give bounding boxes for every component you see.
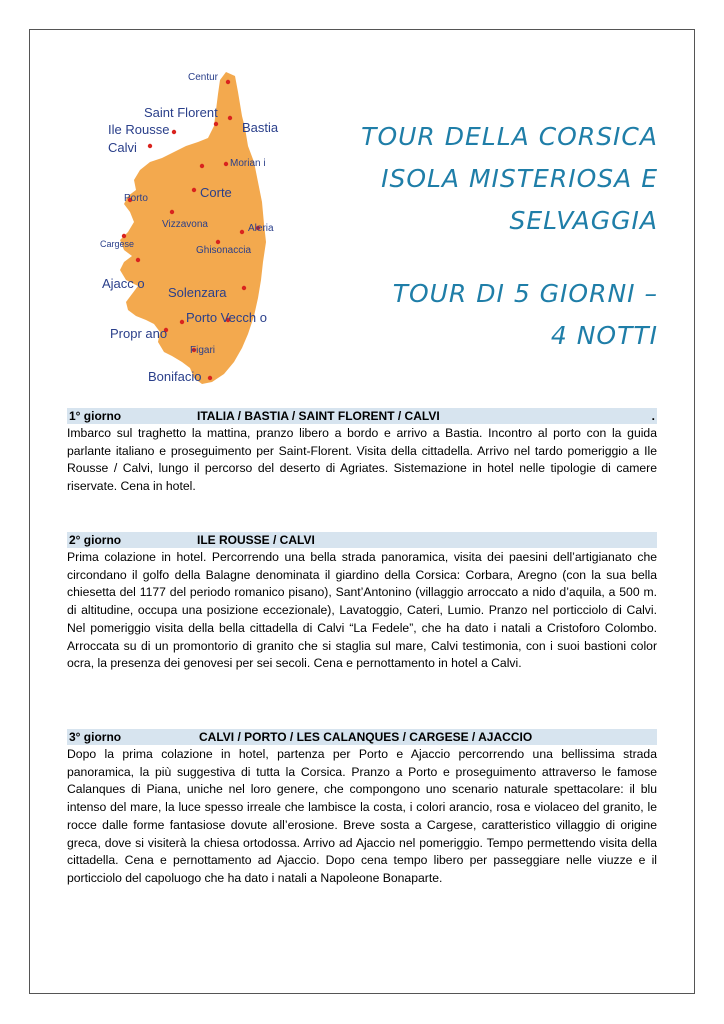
town-label-cargese: Cargese <box>100 239 135 249</box>
town-label-corte: Corte <box>200 185 232 200</box>
town-label-aleria: Aleria <box>248 223 274 234</box>
title-line-2: ISOLA MISTERIOSA E <box>381 164 658 193</box>
day-description: Imbarco sul traghetto la mattina, pranzo libero a bordo e arrivo a Bastia. Incontro al porto con la guida parlante italiano e proseguimento per Saint-Florent. Visita della cittadella. Arrivo nel tardo pomeriggio a Ile Rousse / Calvi, lungo il percorso del deserto di Agriates. Sistemazione in hotel nelle tipologie di camere riservate. Cena in hotel. <box>67 426 657 494</box>
day-route: ILE ROUSSE / CALVI <box>197 533 315 547</box>
day-header-3 <box>67 729 657 745</box>
title-line-1: TOUR DELLA CORSICA <box>361 122 658 151</box>
town-label-ghisonaccia: Ghisonaccia <box>196 245 252 256</box>
town-label-saint-florent: Saint Florent <box>144 105 218 120</box>
day-description: Dopo la prima colazione in hotel, partenza per Porto e Ajaccio percorrendo una bellissima strada panoramica, la più suggestiva di tutta la Corsica. Pranzo a Porto e proseguimento attraverso le famose Calanques di Piana, uniche nel loro genere, che compongono uno scenario naturale spettacolare: il blu intenso del mare, la luce spesso irreale che lambisce la costa, i colori arancio, rosa e violaceo del granito, le rocce dalle forme fantasiose dovute all’erosione. Breve sosta a Cargese, caratteristico villaggio di origine greca, dove si visiterà la chiesa ortodossa. Arrivo ad Ajaccio nel pomeriggio. Tempo permettendo visita della cittadella. Cena e pernottamento ad Ajaccio. Dopo cena tempo libero per passeggiare nelle viuzze e il porticciolo del capoluogo che ha dato i natali a Napoleone Bonaparte. <box>67 747 657 885</box>
town-label-calvi: Calvi <box>108 140 137 155</box>
town-label-bonifacio: Bonifacio <box>148 369 202 384</box>
title-line-5: 4 NOTTI <box>550 321 658 350</box>
town-label-porto-vecchio: Porto Vecch o <box>186 310 267 325</box>
town-label-figari: Figari <box>190 345 216 356</box>
day-header-trailing: . <box>651 409 655 423</box>
title-line-3: SELVAGGIA <box>509 206 658 235</box>
corsica-map <box>98 66 288 386</box>
town-label-propriano: Propr ano <box>110 326 168 341</box>
title-gap <box>298 242 658 273</box>
day-description: Prima colazione in hotel. Percorrendo una bella strada panoramica, visita dei paesini dell’artigianato che circondano il golfo della Balagne denominata il giardino della Corsica: Corbara, Aregno (con la sua bella chiesetta del 1177 del periodo romanico pisano), Sant’Antonino (villaggio arroccato a nido d’aquila, a 500 m. di altitudine, occupa una posizione eccezionale), Lavatoggio, Cateri, Lumio. Pranzo nel porticciolo di Calvi. Nel pomeriggio visita della bella cittadella di Calvi “La Fedele”, che ha dato i natali a Cristoforo Colombo. Arroccata su di un promontorio di granito che si staglia sul mare, Calvi testimonia, con i suoi bastioni color ocra, la presenza dei genovesi per sei secoli. Cena e pernottamento in hotel a Calvi. <box>67 550 657 671</box>
day-number: 1° giorno <box>69 409 122 423</box>
tour-title <box>298 116 658 357</box>
day-route: CALVI / PORTO / LES CALANQUES / CARGESE / AJACCIO <box>199 730 533 744</box>
town-label-moriani: Morian i <box>230 158 266 169</box>
town-label-solenzara: Solenzara <box>168 285 227 300</box>
day-section-1 <box>67 408 657 496</box>
town-label-ile-rousse: Ile Rousse <box>108 122 170 137</box>
town-label-vizzavona: Vizzavona <box>162 219 208 230</box>
day-number: 3° giorno <box>69 730 122 744</box>
town-label-centuri: Centur <box>188 72 219 83</box>
day-header-1 <box>67 408 657 424</box>
day-route: ITALIA / BASTIA / SAINT FLORENT / CALVI <box>197 409 440 423</box>
day-section-2 <box>67 532 657 673</box>
day-number: 2° giorno <box>69 533 122 547</box>
day-section-3 <box>67 729 657 888</box>
town-label-porto: Porto <box>124 193 148 204</box>
town-label-bastia: Bastia <box>242 120 279 135</box>
corsica-map-graphic <box>98 66 288 386</box>
title-line-4: TOUR DI 5 GIORNI – <box>392 279 658 308</box>
day-header-2 <box>67 532 657 548</box>
town-label-ajaccio: Ajacc o <box>102 276 145 291</box>
